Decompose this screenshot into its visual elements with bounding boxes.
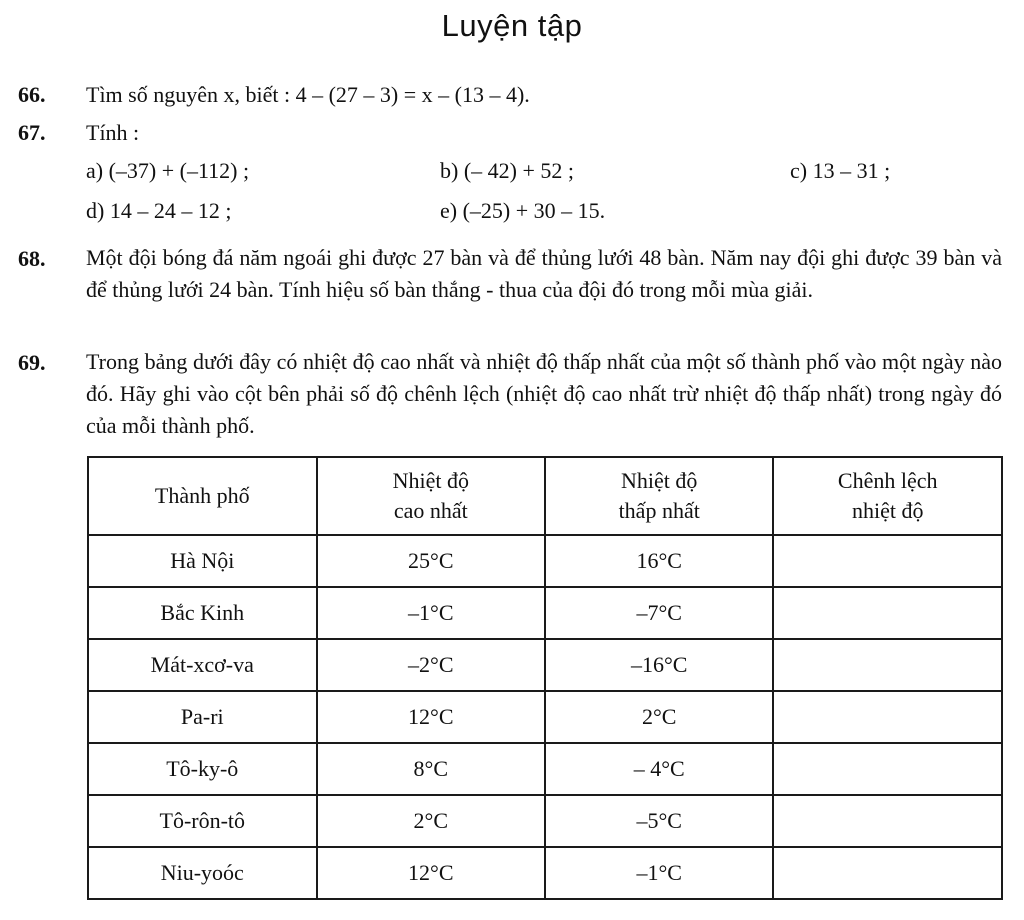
exercise-68-text: Một đội bóng đá năm ngoái ghi được 27 bàn và để thủng lưới 48 bàn. Năm nay đội ghi được 39 bàn và để thủng lưới 24 bàn. Tính hiệu số bàn thắng - thua của đội đó trong mỗi mùa giải. bbox=[86, 245, 1002, 302]
high-temp-cell: 25°C bbox=[317, 535, 545, 587]
low-temp-cell: –1°C bbox=[545, 847, 773, 899]
diff-cell bbox=[773, 743, 1002, 795]
table-row bbox=[88, 639, 1002, 691]
high-temp-cell: 12°C bbox=[317, 847, 545, 899]
exercise-67-part-a: a) (–37) + (–112) ; bbox=[86, 158, 250, 183]
header-high-line2: cao nhất bbox=[393, 498, 468, 523]
header-high-line1: Nhiệt độ bbox=[392, 468, 469, 493]
city-cell: Niu-yoóc bbox=[88, 847, 317, 899]
city-cell: Tô-rôn-tô bbox=[88, 795, 317, 847]
exercise-67-part-b: b) (– 42) + 52 ; bbox=[440, 158, 574, 183]
city-cell: Bắc Kinh bbox=[88, 587, 317, 639]
exercise-67-part-e: e) (–25) + 30 – 15. bbox=[440, 198, 606, 223]
table-row bbox=[88, 847, 1002, 899]
temperature-table bbox=[87, 456, 1003, 900]
diff-cell bbox=[773, 795, 1002, 847]
city-cell: Hà Nội bbox=[88, 535, 317, 587]
exercise-66-text: Tìm số nguyên x, biết : 4 – (27 – 3) = x – (13 – 4). bbox=[86, 82, 530, 107]
exercise-67-part-d: d) 14 – 24 – 12 ; bbox=[86, 198, 232, 223]
table-row bbox=[88, 795, 1002, 847]
exercise-69-text: Trong bảng dưới đây có nhiệt độ cao nhất và nhiệt độ thấp nhất của một số thành phố vào một ngày nào đó. Hãy ghi vào cột bên phải số độ chênh lệch (nhiệt độ cao nhất trừ nhiệt độ thấp nhất) trong ngày đó của mỗi thành phố. bbox=[86, 349, 1002, 438]
diff-cell bbox=[773, 535, 1002, 587]
page-title: Luyện tập bbox=[441, 8, 583, 43]
low-temp-cell: – 4°C bbox=[545, 743, 773, 795]
header-diff-line2: nhiệt độ bbox=[851, 498, 924, 523]
high-temp-cell: 8°C bbox=[317, 743, 545, 795]
diff-cell bbox=[773, 587, 1002, 639]
city-cell: Mát-xcơ-va bbox=[88, 639, 317, 691]
high-temp-cell: 12°C bbox=[317, 691, 545, 743]
high-temp-cell: 2°C bbox=[317, 795, 545, 847]
exercise-67-number: 67. bbox=[18, 120, 46, 145]
exercise-68-number: 68. bbox=[18, 246, 46, 271]
diff-cell bbox=[773, 847, 1002, 899]
low-temp-cell: –5°C bbox=[545, 795, 773, 847]
header-diff-line1: Chênh lệch bbox=[837, 468, 938, 493]
low-temp-cell: –7°C bbox=[545, 587, 773, 639]
table-row bbox=[88, 587, 1002, 639]
high-temp-cell: –2°C bbox=[317, 639, 545, 691]
header-low-line2: thấp nhất bbox=[618, 498, 700, 523]
high-temp-cell: –1°C bbox=[317, 587, 545, 639]
low-temp-cell: 2°C bbox=[545, 691, 773, 743]
city-cell: Pa-ri bbox=[88, 691, 317, 743]
low-temp-cell: 16°C bbox=[545, 535, 773, 587]
table-row bbox=[88, 743, 1002, 795]
diff-cell bbox=[773, 691, 1002, 743]
header-city-label: Thành phố bbox=[154, 483, 250, 508]
exercise-69-number: 69. bbox=[18, 350, 46, 375]
header-low-line1: Nhiệt độ bbox=[621, 468, 698, 493]
table-row bbox=[88, 535, 1002, 587]
table-header-row bbox=[88, 457, 1002, 535]
header-city bbox=[88, 457, 317, 535]
header-low bbox=[545, 457, 773, 535]
low-temp-cell: –16°C bbox=[545, 639, 773, 691]
header-high bbox=[317, 457, 545, 535]
city-cell: Tô-ky-ô bbox=[88, 743, 317, 795]
header-diff bbox=[773, 457, 1002, 535]
exercise-66-number: 66. bbox=[18, 82, 46, 107]
table-row bbox=[88, 691, 1002, 743]
exercise-67-intro: Tính : bbox=[86, 120, 140, 145]
diff-cell bbox=[773, 639, 1002, 691]
exercise-67-part-c: c) 13 – 31 ; bbox=[790, 158, 891, 183]
